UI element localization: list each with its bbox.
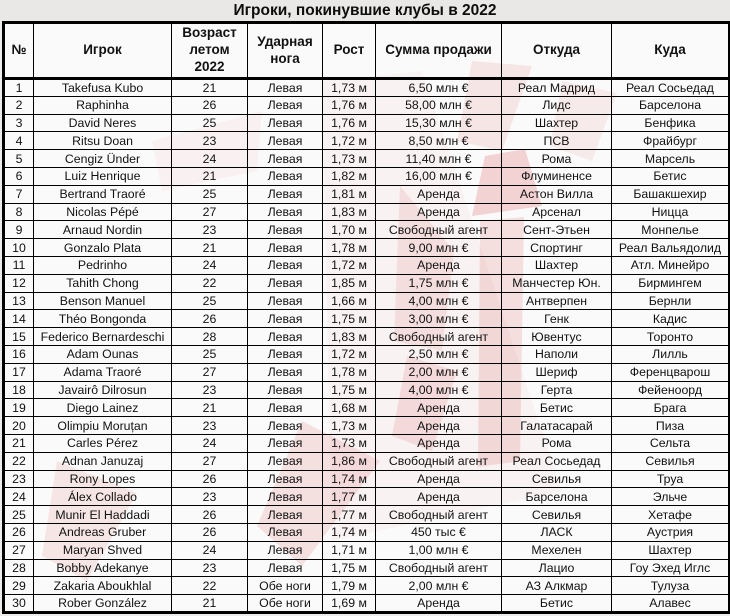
- cell-number: 22: [4, 452, 34, 470]
- cell-player: Diego Lainez: [34, 399, 172, 417]
- cell-age: 27: [172, 363, 248, 381]
- cell-player: Pedrinho: [34, 256, 172, 274]
- cell-number: 9: [4, 221, 34, 239]
- cell-foot: Левая: [248, 79, 323, 97]
- table-row: [4, 114, 730, 132]
- cell-height: 1,78 м: [323, 239, 376, 257]
- cell-age: 26: [172, 470, 248, 488]
- cell-number: 4: [4, 132, 34, 150]
- cell-from: Бетис: [502, 399, 612, 417]
- cell-to: Торонто: [612, 328, 730, 346]
- col-header-to: Куда: [612, 23, 730, 79]
- cell-number: 14: [4, 310, 34, 328]
- cell-age: 26: [172, 310, 248, 328]
- cell-height: 1,83 м: [323, 203, 376, 221]
- cell-from: Лидс: [502, 96, 612, 114]
- cell-number: 28: [4, 559, 34, 577]
- cell-to: Алавес: [612, 595, 730, 613]
- cell-from: Ювентус: [502, 328, 612, 346]
- col-header-age: Возраст летом 2022: [172, 23, 248, 79]
- header-row: [4, 23, 730, 79]
- cell-fee: Аренда: [376, 470, 502, 488]
- cell-age: 23: [172, 221, 248, 239]
- cell-player: Théo Bongonda: [34, 310, 172, 328]
- cell-to: Севилья: [612, 452, 730, 470]
- cell-number: 21: [4, 434, 34, 452]
- cell-to: Барселона: [612, 96, 730, 114]
- cell-from: Галатасарай: [502, 417, 612, 435]
- cell-foot: Левая: [248, 96, 323, 114]
- cell-to: Фейеноорд: [612, 381, 730, 399]
- cell-foot: Левая: [248, 363, 323, 381]
- cell-player: Munir El Haddadi: [34, 506, 172, 524]
- cell-fee: 1,00 млн €: [376, 541, 502, 559]
- table-row: [4, 239, 730, 257]
- table-row: [4, 274, 730, 292]
- cell-from: Шериф: [502, 363, 612, 381]
- col-header-height: Рост: [323, 23, 376, 79]
- col-header-from: Откуда: [502, 23, 612, 79]
- cell-foot: Левая: [248, 292, 323, 310]
- cell-age: 27: [172, 203, 248, 221]
- cell-foot: Левая: [248, 256, 323, 274]
- cell-age: 23: [172, 417, 248, 435]
- cell-from: ЛАСК: [502, 523, 612, 541]
- cell-fee: 450 тыс €: [376, 523, 502, 541]
- table-row: [4, 541, 730, 559]
- cell-from: Шахтер: [502, 256, 612, 274]
- cell-to: Лилль: [612, 345, 730, 363]
- cell-age: 26: [172, 96, 248, 114]
- cell-fee: Аренда: [376, 434, 502, 452]
- cell-foot: Левая: [248, 470, 323, 488]
- cell-player: Álex Collado: [34, 488, 172, 506]
- table-row: [4, 363, 730, 381]
- cell-age: 23: [172, 559, 248, 577]
- cell-to: Бернли: [612, 292, 730, 310]
- cell-from: Реал Сосьедад: [502, 452, 612, 470]
- cell-from: Спортинг: [502, 239, 612, 257]
- cell-to: Атл. Минейро: [612, 256, 730, 274]
- table-row: [4, 185, 730, 203]
- cell-from: Герта: [502, 381, 612, 399]
- cell-to: Эльче: [612, 488, 730, 506]
- cell-age: 26: [172, 523, 248, 541]
- cell-player: Arnaud Nordin: [34, 221, 172, 239]
- cell-fee: 6,50 млн €: [376, 79, 502, 97]
- cell-age: 25: [172, 185, 248, 203]
- cell-to: Пиза: [612, 417, 730, 435]
- cell-to: Хетафе: [612, 506, 730, 524]
- cell-fee: 2,00 млн €: [376, 363, 502, 381]
- cell-player: Cengiz Ünder: [34, 150, 172, 168]
- table-row: [4, 452, 730, 470]
- cell-from: Бетис: [502, 595, 612, 613]
- table-row: [4, 506, 730, 524]
- table-row: [4, 96, 730, 114]
- cell-age: 22: [172, 274, 248, 292]
- cell-fee: 11,40 млн €: [376, 150, 502, 168]
- cell-height: 1,77 м: [323, 506, 376, 524]
- table-row: [4, 132, 730, 150]
- cell-player: Raphinha: [34, 96, 172, 114]
- cell-age: 21: [172, 167, 248, 185]
- cell-from: Астон Вилла: [502, 185, 612, 203]
- cell-from: Севилья: [502, 470, 612, 488]
- cell-player: Adam Ounas: [34, 345, 172, 363]
- cell-height: 1,82 м: [323, 167, 376, 185]
- table-row: [4, 203, 730, 221]
- cell-foot: Обе ноги: [248, 595, 323, 613]
- cell-number: 13: [4, 292, 34, 310]
- cell-age: 21: [172, 79, 248, 97]
- cell-number: 30: [4, 595, 34, 613]
- table-row: [4, 167, 730, 185]
- cell-height: 1,76 м: [323, 114, 376, 132]
- cell-to: Сельта: [612, 434, 730, 452]
- cell-to: Монпелье: [612, 221, 730, 239]
- cell-fee: Аренда: [376, 399, 502, 417]
- cell-to: Башакшехир: [612, 185, 730, 203]
- cell-number: 17: [4, 363, 34, 381]
- cell-from: Лацио: [502, 559, 612, 577]
- cell-foot: Левая: [248, 221, 323, 239]
- cell-to: Гоу Эхед Иглс: [612, 559, 730, 577]
- cell-number: 10: [4, 239, 34, 257]
- cell-foot: Левая: [248, 132, 323, 150]
- cell-height: 1,78 м: [323, 363, 376, 381]
- cell-fee: 2,00 млн €: [376, 577, 502, 595]
- table-row: [4, 381, 730, 399]
- table-row: [4, 470, 730, 488]
- cell-height: 1,69 м: [323, 595, 376, 613]
- cell-from: Наполи: [502, 345, 612, 363]
- cell-from: Реал Мадрид: [502, 79, 612, 97]
- cell-from: Барселона: [502, 488, 612, 506]
- cell-height: 1,75 м: [323, 310, 376, 328]
- col-header-foot: Ударная нога: [248, 23, 323, 79]
- cell-player: Federico Bernardeschi: [34, 328, 172, 346]
- cell-age: 21: [172, 399, 248, 417]
- cell-foot: Левая: [248, 203, 323, 221]
- cell-age: 25: [172, 114, 248, 132]
- cell-to: Фрайбург: [612, 132, 730, 150]
- cell-foot: Левая: [248, 150, 323, 168]
- cell-foot: Левая: [248, 506, 323, 524]
- table-row: [4, 559, 730, 577]
- cell-from: Генк: [502, 310, 612, 328]
- cell-from: Арсенал: [502, 203, 612, 221]
- cell-number: 18: [4, 381, 34, 399]
- cell-number: 29: [4, 577, 34, 595]
- cell-foot: Левая: [248, 345, 323, 363]
- cell-foot: Левая: [248, 399, 323, 417]
- cell-age: 24: [172, 541, 248, 559]
- cell-player: Bertrand Traoré: [34, 185, 172, 203]
- cell-fee: Аренда: [376, 203, 502, 221]
- cell-number: 7: [4, 185, 34, 203]
- cell-fee: 2,50 млн €: [376, 345, 502, 363]
- cell-foot: Левая: [248, 185, 323, 203]
- cell-foot: Левая: [248, 114, 323, 132]
- cell-fee: Свободный агент: [376, 506, 502, 524]
- table-header: [4, 23, 730, 79]
- cell-height: 1,76 м: [323, 96, 376, 114]
- cell-age: 24: [172, 150, 248, 168]
- cell-fee: Аренда: [376, 256, 502, 274]
- cell-player: Gonzalo Plata: [34, 239, 172, 257]
- cell-height: 1,70 м: [323, 221, 376, 239]
- cell-age: 24: [172, 434, 248, 452]
- col-header-player: Игрок: [34, 23, 172, 79]
- cell-fee: Свободный агент: [376, 559, 502, 577]
- cell-player: Ritsu Doan: [34, 132, 172, 150]
- cell-number: 23: [4, 470, 34, 488]
- cell-from: Сент-Этьен: [502, 221, 612, 239]
- cell-age: 21: [172, 595, 248, 613]
- cell-foot: Левая: [248, 167, 323, 185]
- cell-foot: Левая: [248, 541, 323, 559]
- cell-from: АЗ Алкмар: [502, 577, 612, 595]
- cell-foot: Левая: [248, 310, 323, 328]
- cell-player: Luiz Henrique: [34, 167, 172, 185]
- cell-age: 21: [172, 239, 248, 257]
- cell-player: Rober González: [34, 595, 172, 613]
- cell-to: Реал Вальядолид: [612, 239, 730, 257]
- cell-from: Манчестер Юн.: [502, 274, 612, 292]
- cell-to: Аустрия: [612, 523, 730, 541]
- cell-player: Javairô Dilrosun: [34, 381, 172, 399]
- cell-height: 1,74 м: [323, 470, 376, 488]
- cell-age: 23: [172, 488, 248, 506]
- cell-fee: Свободный агент: [376, 221, 502, 239]
- cell-age: 25: [172, 292, 248, 310]
- table-row: [4, 79, 730, 97]
- cell-from: Рома: [502, 434, 612, 452]
- cell-height: 1,79 м: [323, 577, 376, 595]
- cell-height: 1,73 м: [323, 417, 376, 435]
- cell-number: 25: [4, 506, 34, 524]
- cell-number: 15: [4, 328, 34, 346]
- table-row: [4, 577, 730, 595]
- cell-player: Tahith Chong: [34, 274, 172, 292]
- cell-number: 20: [4, 417, 34, 435]
- players-table: [2, 21, 730, 614]
- cell-foot: Левая: [248, 559, 323, 577]
- cell-number: 1: [4, 79, 34, 97]
- cell-fee: Аренда: [376, 185, 502, 203]
- cell-to: Труа: [612, 470, 730, 488]
- table-row: [4, 150, 730, 168]
- cell-fee: 8,50 млн €: [376, 132, 502, 150]
- cell-to: Ницца: [612, 203, 730, 221]
- cell-height: 1,75 м: [323, 559, 376, 577]
- cell-height: 1,72 м: [323, 132, 376, 150]
- table-row: [4, 328, 730, 346]
- cell-height: 1,85 м: [323, 274, 376, 292]
- cell-fee: 4,00 млн €: [376, 381, 502, 399]
- col-header-number: №: [4, 23, 34, 79]
- cell-number: 2: [4, 96, 34, 114]
- table-body: [4, 79, 730, 613]
- cell-number: 27: [4, 541, 34, 559]
- cell-height: 1,71 м: [323, 541, 376, 559]
- cell-age: 22: [172, 577, 248, 595]
- cell-age: 28: [172, 328, 248, 346]
- table-row: [4, 292, 730, 310]
- cell-number: 8: [4, 203, 34, 221]
- cell-age: 23: [172, 132, 248, 150]
- cell-fee: Аренда: [376, 488, 502, 506]
- cell-to: Бетис: [612, 167, 730, 185]
- cell-height: 1,77 м: [323, 488, 376, 506]
- cell-from: Антверпен: [502, 292, 612, 310]
- cell-height: 1,72 м: [323, 256, 376, 274]
- table-row: [4, 488, 730, 506]
- cell-player: Bobby Adekanye: [34, 559, 172, 577]
- cell-fee: 58,00 млн €: [376, 96, 502, 114]
- cell-foot: Левая: [248, 452, 323, 470]
- cell-foot: Обе ноги: [248, 577, 323, 595]
- table-row: [4, 399, 730, 417]
- cell-height: 1,66 м: [323, 292, 376, 310]
- cell-height: 1,72 м: [323, 345, 376, 363]
- table-row: [4, 595, 730, 613]
- cell-player: David Neres: [34, 114, 172, 132]
- cell-player: Nicolas Pépé: [34, 203, 172, 221]
- cell-fee: 4,00 млн €: [376, 292, 502, 310]
- cell-foot: Левая: [248, 523, 323, 541]
- cell-height: 1,74 м: [323, 523, 376, 541]
- cell-player: Adnan Januzaj: [34, 452, 172, 470]
- cell-fee: 15,30 млн €: [376, 114, 502, 132]
- cell-age: 25: [172, 345, 248, 363]
- cell-foot: Левая: [248, 488, 323, 506]
- table-row: [4, 434, 730, 452]
- cell-to: Реал Сосьедад: [612, 79, 730, 97]
- cell-fee: Аренда: [376, 417, 502, 435]
- cell-from: ПСВ: [502, 132, 612, 150]
- cell-fee: Аренда: [376, 595, 502, 613]
- cell-number: 12: [4, 274, 34, 292]
- cell-from: Мехелен: [502, 541, 612, 559]
- cell-to: Брага: [612, 399, 730, 417]
- cell-to: Бирмингем: [612, 274, 730, 292]
- table-container: [2, 21, 728, 614]
- cell-player: Benson Manuel: [34, 292, 172, 310]
- cell-player: Maryan Shved: [34, 541, 172, 559]
- table-row: [4, 345, 730, 363]
- cell-fee: Свободный агент: [376, 452, 502, 470]
- cell-player: Andreas Gruber: [34, 523, 172, 541]
- table-row: [4, 221, 730, 239]
- table-row: [4, 256, 730, 274]
- table-row: [4, 417, 730, 435]
- cell-to: Бенфика: [612, 114, 730, 132]
- cell-to: Ференцварош: [612, 363, 730, 381]
- cell-height: 1,75 м: [323, 381, 376, 399]
- cell-to: Шахтер: [612, 541, 730, 559]
- cell-fee: Свободный агент: [376, 328, 502, 346]
- cell-number: 11: [4, 256, 34, 274]
- cell-to: Кадис: [612, 310, 730, 328]
- cell-fee: 3,00 млн €: [376, 310, 502, 328]
- cell-foot: Левая: [248, 417, 323, 435]
- cell-height: 1,86 м: [323, 452, 376, 470]
- cell-to: Марсель: [612, 150, 730, 168]
- cell-to: Тулуза: [612, 577, 730, 595]
- table-row: [4, 523, 730, 541]
- cell-number: 26: [4, 523, 34, 541]
- cell-player: Olimpiu Moruțan: [34, 417, 172, 435]
- cell-player: Zakaria Aboukhlal: [34, 577, 172, 595]
- cell-number: 6: [4, 167, 34, 185]
- cell-foot: Левая: [248, 274, 323, 292]
- cell-foot: Левая: [248, 328, 323, 346]
- cell-age: 23: [172, 381, 248, 399]
- cell-player: Takefusa Kubo: [34, 79, 172, 97]
- cell-number: 5: [4, 150, 34, 168]
- cell-number: 24: [4, 488, 34, 506]
- cell-from: Рома: [502, 150, 612, 168]
- cell-age: 27: [172, 452, 248, 470]
- cell-height: 1,73 м: [323, 434, 376, 452]
- cell-height: 1,83 м: [323, 328, 376, 346]
- cell-fee: 9,00 млн €: [376, 239, 502, 257]
- cell-height: 1,68 м: [323, 399, 376, 417]
- cell-foot: Левая: [248, 434, 323, 452]
- cell-number: 16: [4, 345, 34, 363]
- cell-fee: 16,00 млн €: [376, 167, 502, 185]
- cell-foot: Левая: [248, 239, 323, 257]
- cell-height: 1,81 м: [323, 185, 376, 203]
- cell-foot: Левая: [248, 381, 323, 399]
- col-header-fee: Сумма продажи: [376, 23, 502, 79]
- cell-from: Флуминенсе: [502, 167, 612, 185]
- cell-fee: 1,75 млн €: [376, 274, 502, 292]
- cell-number: 3: [4, 114, 34, 132]
- cell-height: 1,73 м: [323, 150, 376, 168]
- cell-number: 19: [4, 399, 34, 417]
- cell-player: Carles Pérez: [34, 434, 172, 452]
- table-row: [4, 310, 730, 328]
- cell-player: Adama Traoré: [34, 363, 172, 381]
- cell-from: Севилья: [502, 506, 612, 524]
- page-title: Игроки, покинувшие клубы в 2022: [0, 0, 730, 21]
- cell-age: 24: [172, 256, 248, 274]
- cell-player: Rony Lopes: [34, 470, 172, 488]
- cell-from: Шахтер: [502, 114, 612, 132]
- cell-height: 1,73 м: [323, 79, 376, 97]
- cell-age: 26: [172, 506, 248, 524]
